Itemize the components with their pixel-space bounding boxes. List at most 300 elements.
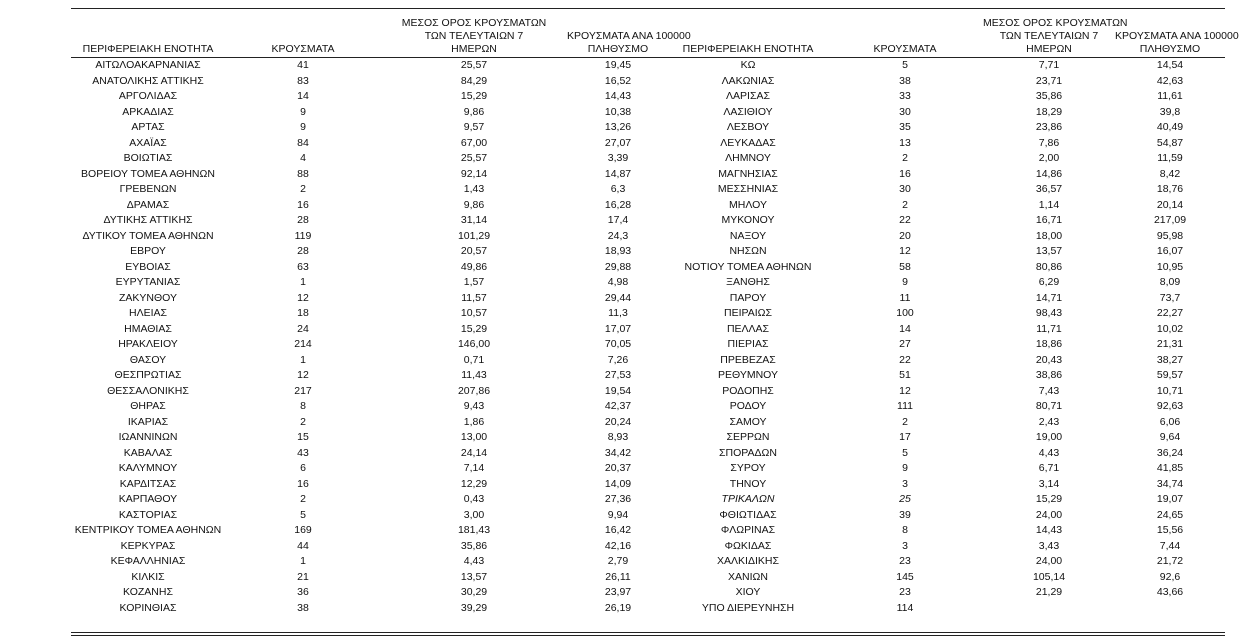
left-per100k-cell: 34,42 [604, 446, 632, 459]
right-avg7-cell: 21,29 [1035, 586, 1063, 598]
right-region-cell: ΝΟΤΙΟΥ ΤΟΜΕΑ ΑΘΗΝΩΝ [684, 260, 812, 273]
bottom-border-double [71, 635, 1225, 636]
right-cases-cell: 27 [899, 338, 911, 350]
left-region-cell: ΘΗΡΑΣ [130, 400, 166, 412]
right-avg7-cell: 80,86 [1035, 260, 1063, 273]
table-row [71, 120, 1225, 136]
left-per100k-cell: 16,28 [604, 198, 632, 211]
header-region-right: ΠΕΡΙΦΕΡΕΙΑΚΗ ΕΝΟΤΗΤΑ [669, 17, 827, 58]
left-cases-cell: 8 [300, 400, 306, 412]
left-per100k-cell: 19,54 [604, 384, 632, 397]
right-region-cell: ΠΕΙΡΑΙΩΣ [724, 307, 772, 319]
left-region-cell: ΚΕΝΤΡΙΚΟΥ ΤΟΜΕΑ ΑΘΗΝΩΝ [74, 524, 222, 536]
left-region-cell: ΚΕΦΑΛΛΗΝΙΑΣ [110, 555, 186, 567]
table-row [71, 260, 1225, 276]
left-per100k-cell: 29,88 [604, 260, 632, 273]
right-region-cell: ΜΕΣΣΗΝΙΑΣ [717, 183, 779, 195]
right-per100k-cell: 92,6 [1159, 570, 1181, 583]
right-region-cell: ΧΑΛΚΙΔΙΚΗΣ [717, 555, 779, 567]
left-region-cell: ΑΧΑΪΑΣ [129, 136, 167, 149]
left-cases-cell: 6 [300, 462, 306, 474]
right-region-cell: ΛΕΥΚΑΔΑΣ [720, 136, 776, 149]
right-per100k-cell: 15,56 [1156, 524, 1184, 536]
right-avg7-cell: 1,14 [1038, 198, 1060, 211]
left-avg7-cell: 84,29 [460, 74, 488, 87]
right-cases-cell: 2 [902, 198, 908, 211]
left-avg7-cell: 35,86 [460, 539, 488, 552]
table-row [71, 461, 1225, 477]
left-per100k-cell: 18,93 [604, 245, 632, 257]
right-cases-cell: 17 [899, 431, 911, 443]
table-row [71, 337, 1225, 353]
table-row [71, 182, 1225, 198]
left-cases-cell: 12 [297, 369, 309, 381]
left-per100k-cell: 26,19 [604, 601, 632, 614]
right-region-cell: ΣΠΟΡΑΔΩΝ [719, 446, 777, 459]
left-cases-cell: 88 [297, 167, 309, 180]
right-region-cell: ΛΕΣΒΟΥ [726, 121, 770, 133]
table-row [71, 291, 1225, 307]
left-region-cell: ΑΡΓΟΛΙΔΑΣ [118, 90, 178, 102]
right-cases-cell: 30 [899, 183, 911, 195]
right-cases-cell: 100 [896, 307, 914, 319]
right-per100k-cell: 11,59 [1157, 152, 1183, 164]
left-cases-cell: 36 [297, 586, 309, 598]
right-avg7-cell: 18,00 [1035, 229, 1063, 242]
left-avg7-cell: 1,86 [463, 415, 485, 428]
left-per100k-cell: 42,37 [604, 400, 632, 412]
left-per100k-cell: 23,97 [604, 586, 632, 598]
right-avg7-cell: 16,71 [1035, 214, 1063, 226]
table-row [71, 151, 1225, 167]
right-region-cell: ΜΗΛΟΥ [729, 198, 767, 211]
table-row [71, 275, 1225, 291]
table-row [71, 585, 1225, 601]
left-region-cell: ΚΑΛΥΜΝΟΥ [118, 462, 178, 474]
right-cases-cell: 5 [902, 59, 908, 71]
left-cases-cell: 43 [297, 446, 309, 459]
right-avg7-cell: 2,00 [1038, 152, 1060, 164]
header-per100k-left-line2: ΠΛΗΘΥΣΜΟ [587, 43, 649, 55]
right-avg7-cell: 98,43 [1035, 307, 1063, 319]
left-cases-cell: 16 [297, 477, 309, 490]
left-cases-cell: 21 [297, 570, 309, 583]
right-per100k-cell: 19,07 [1156, 493, 1184, 505]
header-cases-left: ΚΡΟΥΣΜΑΤΑ [225, 17, 381, 58]
right-region-cell: ΣΥΡΟΥ [730, 462, 766, 474]
right-per100k-cell: 95,98 [1156, 229, 1184, 242]
header-avg-left [381, 17, 567, 58]
right-region-cell: ΧΙΟΥ [735, 586, 761, 598]
left-per100k-cell: 2,79 [607, 555, 629, 567]
right-per100k-cell: 73,7 [1159, 291, 1181, 304]
left-region-cell: ΙΚΑΡΙΑΣ [127, 415, 169, 428]
right-per100k-cell: 6,06 [1159, 415, 1181, 428]
right-avg7-cell: 14,86 [1035, 167, 1063, 180]
left-cases-cell: 1 [300, 276, 306, 288]
header-row [71, 17, 1225, 58]
left-per100k-cell: 27,36 [604, 493, 632, 505]
table-row [71, 167, 1225, 183]
left-avg7-cell: 25,57 [460, 59, 488, 71]
right-region-cell: ΡΟΔΟΥ [729, 400, 767, 412]
left-region-cell: ΓΡΕΒΕΝΩΝ [119, 183, 177, 195]
left-region-cell: ΗΛΕΙΑΣ [128, 307, 167, 319]
right-cases-cell: 5 [902, 446, 908, 459]
left-per100k-cell: 6,3 [610, 183, 626, 195]
table-row [71, 213, 1225, 229]
right-per100k-cell: 11,61 [1157, 90, 1183, 102]
right-cases-cell: 58 [899, 260, 911, 273]
left-avg7-cell: 181,43 [457, 524, 491, 536]
table-row [71, 229, 1225, 245]
left-per100k-cell: 20,37 [604, 462, 632, 474]
left-region-cell: ΑΙΤΩΛΟΑΚΑΡΝΑΝΙΑΣ [95, 59, 201, 71]
header-per100k-right-line1: ΚΡΟΥΣΜΑΤΑ ΑΝΑ 100000 [1115, 30, 1239, 42]
left-region-cell: ΕΥΡΥΤΑΝΙΑΣ [115, 276, 181, 288]
left-region-cell: ΕΥΒΟΙΑΣ [125, 260, 171, 273]
table-row [71, 105, 1225, 121]
right-per100k-cell: 14,54 [1156, 59, 1184, 71]
header-avg-right-line2: ΤΩΝ ΤΕΛΕΥΤΑΙΩΝ 7 [999, 30, 1099, 42]
table-row [71, 415, 1225, 431]
table-row [71, 322, 1225, 338]
left-region-cell: ΗΜΑΘΙΑΣ [124, 322, 172, 335]
left-region-cell: ΚΑΣΤΟΡΙΑΣ [118, 508, 178, 521]
left-region-cell: ΕΒΡΟΥ [130, 245, 166, 257]
table-row [71, 74, 1225, 90]
table-row [71, 353, 1225, 369]
right-cases-cell: 145 [896, 570, 914, 583]
right-per100k-cell: 40,49 [1156, 121, 1184, 133]
right-per100k-cell: 42,63 [1156, 74, 1184, 87]
left-avg7-cell: 9,43 [463, 400, 485, 412]
right-cases-cell: 8 [902, 524, 908, 536]
left-region-cell: ΑΡΤΑΣ [131, 121, 165, 133]
top-border [71, 8, 1225, 9]
left-cases-cell: 16 [297, 198, 309, 211]
left-avg7-cell: 49,86 [460, 260, 488, 273]
right-avg7-cell: 24,00 [1035, 508, 1063, 521]
left-avg7-cell: 10,57 [460, 307, 488, 319]
right-cases-cell: 30 [899, 105, 911, 118]
left-per100k-cell: 4,98 [607, 276, 629, 288]
left-avg7-cell: 9,57 [463, 121, 485, 133]
right-avg7-cell: 36,57 [1035, 183, 1063, 195]
right-cases-cell: 23 [899, 555, 911, 567]
left-avg7-cell: 101,29 [457, 229, 491, 242]
left-cases-cell: 63 [297, 260, 309, 273]
right-per100k-cell: 36,24 [1156, 446, 1184, 459]
table-row [71, 136, 1225, 152]
left-per100k-cell: 42,16 [604, 539, 632, 552]
bottom-border [71, 632, 1225, 633]
left-region-cell: ΚΑΡΔΙΤΣΑΣ [119, 477, 177, 490]
left-avg7-cell: 11,43 [461, 369, 487, 381]
left-avg7-cell: 25,57 [460, 152, 488, 164]
left-region-cell: ΚΟΖΑΝΗΣ [123, 586, 173, 598]
right-avg7-cell: 18,86 [1035, 338, 1063, 350]
left-cases-cell: 214 [294, 338, 312, 350]
left-region-cell: ΙΩΑΝΝΙΝΩΝ [118, 431, 178, 443]
right-per100k-cell: 8,42 [1159, 167, 1181, 180]
right-cases-cell: 9 [902, 276, 908, 288]
right-region-cell: ΤΡΙΚΑΛΩΝ [721, 493, 775, 505]
left-avg7-cell: 9,86 [463, 198, 485, 211]
left-per100k-cell: 11,3 [608, 307, 628, 319]
right-per100k-cell: 54,87 [1156, 136, 1184, 149]
left-avg7-cell: 0,43 [463, 493, 485, 505]
right-avg7-cell [983, 601, 1115, 617]
left-cases-cell: 38 [297, 601, 309, 614]
left-per100k-cell: 14,09 [604, 477, 632, 490]
right-region-cell: ΦΘΙΩΤΙΔΑΣ [719, 508, 777, 521]
right-cases-cell: 38 [899, 74, 911, 87]
right-per100k-cell: 7,44 [1159, 539, 1181, 552]
left-per100k-cell: 3,39 [607, 152, 629, 164]
header-cases-right: ΚΡΟΥΣΜΑΤΑ [827, 17, 983, 58]
right-cases-cell: 114 [896, 601, 914, 614]
left-cases-cell: 12 [297, 291, 309, 304]
table-row [71, 539, 1225, 555]
right-cases-cell: 3 [902, 539, 908, 552]
right-avg7-cell: 14,43 [1035, 524, 1063, 536]
right-cases-cell: 22 [899, 353, 911, 366]
left-avg7-cell: 13,00 [460, 431, 488, 443]
left-per100k-cell: 7,26 [607, 353, 629, 366]
left-region-cell: ΔΡΑΜΑΣ [126, 198, 170, 211]
left-per100k-cell: 13,26 [604, 121, 632, 133]
left-per100k-cell: 26,11 [605, 570, 631, 583]
header-avg-right-line1: ΜΕΣΟΣ ΟΡΟΣ ΚΡΟΥΣΜΑΤΩΝ [983, 17, 1128, 29]
left-cases-cell: 2 [300, 493, 306, 505]
left-region-cell: ΘΑΣΟΥ [129, 353, 167, 366]
left-avg7-cell: 31,14 [460, 214, 488, 226]
left-cases-cell: 169 [294, 524, 312, 536]
left-cases-cell: 217 [294, 384, 312, 397]
right-region-cell: ΥΠΟ ΔΙΕΡΕΥΝΗΣΗ [701, 601, 795, 614]
left-cases-cell: 1 [300, 555, 306, 567]
left-region-cell: ΚΙΛΚΙΣ [131, 570, 165, 583]
left-per100k-cell: 14,43 [604, 90, 632, 102]
right-per100k-cell: 16,07 [1156, 245, 1184, 257]
left-cases-cell: 9 [300, 121, 306, 133]
right-avg7-cell: 23,86 [1035, 121, 1063, 133]
right-cases-cell: 25 [899, 493, 911, 505]
table-row [71, 523, 1225, 539]
right-avg7-cell: 2,43 [1038, 415, 1060, 428]
left-avg7-cell: 15,29 [460, 90, 488, 102]
right-region-cell: ΣΑΜΟΥ [729, 415, 767, 428]
left-per100k-cell: 17,4 [607, 214, 629, 226]
left-region-cell: ΚΕΡΚΥΡΑΣ [120, 539, 176, 552]
right-cases-cell: 13 [899, 136, 911, 149]
left-avg7-cell: 1,43 [463, 183, 485, 195]
right-region-cell: ΜΥΚΟΝΟΥ [721, 214, 775, 226]
table-row [71, 399, 1225, 415]
left-per100k-cell: 14,87 [604, 167, 632, 180]
right-per100k-cell: 92,63 [1156, 400, 1184, 412]
right-cases-cell: 14 [899, 322, 911, 335]
left-cases-cell: 28 [297, 245, 309, 257]
right-cases-cell: 35 [899, 121, 911, 133]
left-region-cell: ΑΝΑΤΟΛΙΚΗΣ ΑΤΤΙΚΗΣ [92, 74, 204, 87]
right-cases-cell: 51 [899, 369, 911, 381]
left-region-cell: ΗΡΑΚΛΕΙΟΥ [118, 338, 178, 350]
left-region-cell: ΚΟΡΙΝΘΙΑΣ [119, 601, 177, 614]
right-per100k-cell: 39,8 [1159, 105, 1181, 118]
right-avg7-cell: 7,86 [1038, 136, 1060, 149]
left-region-cell: ΘΕΣΣΑΛΟΝΙΚΗΣ [107, 384, 189, 397]
right-avg7-cell: 24,00 [1035, 555, 1063, 567]
right-avg7-cell: 6,71 [1038, 462, 1060, 474]
left-region-cell: ΒΟΙΩΤΙΑΣ [123, 152, 173, 164]
right-region-cell: ΜΑΓΝΗΣΙΑΣ [718, 167, 778, 180]
left-avg7-cell: 30,29 [460, 586, 488, 598]
table-row [71, 244, 1225, 260]
left-avg7-cell: 146,00 [457, 338, 491, 350]
right-per100k-cell: 217,09 [1153, 214, 1187, 226]
left-cases-cell: 41 [297, 59, 309, 71]
right-region-cell: ΦΩΚΙΔΑΣ [724, 539, 772, 552]
right-per100k-cell: 10,71 [1156, 384, 1184, 397]
left-per100k-cell: 27,07 [604, 136, 632, 149]
right-region-cell: ΛΑΣΙΘΙΟΥ [723, 105, 773, 118]
right-region-cell: ΚΩ [740, 59, 756, 71]
right-cases-cell: 11 [899, 291, 911, 304]
left-cases-cell: 84 [297, 136, 309, 149]
table-body [71, 58, 1225, 617]
right-per100k-cell: 18,76 [1156, 183, 1184, 195]
left-cases-cell: 119 [294, 229, 312, 242]
right-per100k-cell: 43,66 [1156, 586, 1184, 598]
right-region-cell: ΦΛΩΡΙΝΑΣ [720, 524, 776, 536]
right-cases-cell: 33 [899, 90, 911, 102]
header-avg-left-line2: ΤΩΝ ΤΕΛΕΥΤΑΙΩΝ 7 [424, 30, 524, 42]
right-cases-cell: 22 [899, 214, 911, 226]
header-per100k-right [1115, 17, 1239, 58]
right-per100k-cell [1115, 601, 1225, 617]
right-per100k-cell: 41,85 [1156, 462, 1184, 474]
right-cases-cell: 9 [902, 462, 908, 474]
left-per100k-cell: 27,53 [604, 369, 632, 381]
right-region-cell: ΣΕΡΡΩΝ [726, 431, 770, 443]
right-region-cell: ΤΗΝΟΥ [729, 477, 767, 490]
right-per100k-cell: 34,74 [1156, 477, 1184, 490]
header-per100k-left-line1: ΚΡΟΥΣΜΑΤΑ ΑΝΑ 100000 [567, 30, 691, 42]
right-region-cell: ΛΗΜΝΟΥ [725, 152, 771, 164]
left-region-cell: ΘΕΣΠΡΩΤΙΑΣ [114, 369, 182, 381]
left-avg7-cell: 12,29 [460, 477, 488, 490]
left-avg7-cell: 24,14 [460, 446, 488, 459]
right-avg7-cell: 38,86 [1035, 369, 1063, 381]
left-avg7-cell: 13,57 [460, 570, 488, 583]
left-avg7-cell: 3,00 [463, 508, 485, 521]
right-region-cell: ΡΟΔΟΠΗΣ [722, 384, 774, 397]
left-per100k-cell: 17,07 [604, 322, 632, 335]
left-avg7-cell: 9,86 [463, 105, 485, 118]
left-avg7-cell: 67,00 [460, 136, 488, 149]
right-region-cell: ΝΗΣΩΝ [729, 245, 767, 257]
table-row [71, 446, 1225, 462]
right-region-cell: ΠΕΛΛΑΣ [726, 322, 770, 335]
right-cases-cell: 16 [899, 167, 911, 180]
right-cases-cell: 2 [902, 415, 908, 428]
left-cases-cell: 2 [300, 183, 306, 195]
table-row [71, 477, 1225, 493]
left-avg7-cell: 1,57 [463, 276, 485, 288]
table-row [71, 58, 1225, 74]
left-avg7-cell: 15,29 [460, 322, 488, 335]
right-avg7-cell: 4,43 [1038, 446, 1060, 459]
right-avg7-cell: 6,29 [1038, 276, 1060, 288]
table-row [71, 368, 1225, 384]
table-row [71, 492, 1225, 508]
right-avg7-cell: 23,71 [1035, 74, 1063, 87]
header-avg-left-line1: ΜΕΣΟΣ ΟΡΟΣ ΚΡΟΥΣΜΑΤΩΝ [401, 17, 547, 29]
right-cases-cell: 20 [899, 229, 911, 242]
left-per100k-cell: 19,45 [604, 59, 632, 71]
right-per100k-cell: 10,02 [1156, 322, 1184, 335]
right-avg7-cell: 35,86 [1035, 90, 1063, 102]
left-cases-cell: 28 [297, 214, 309, 226]
left-cases-cell: 83 [297, 74, 309, 87]
right-region-cell: ΧΑΝΙΩΝ [728, 570, 768, 583]
right-per100k-cell: 10,95 [1156, 260, 1184, 273]
right-region-cell: ΞΑΝΘΗΣ [726, 276, 770, 288]
right-per100k-cell: 22,27 [1156, 307, 1184, 319]
left-per100k-cell: 20,24 [604, 415, 632, 428]
right-per100k-cell: 24,65 [1156, 508, 1184, 521]
header-avg-left-line3: ΗΜΕΡΩΝ [451, 43, 497, 55]
right-region-cell: ΠΑΡΟΥ [729, 291, 767, 304]
right-cases-cell: 3 [902, 477, 908, 490]
left-avg7-cell: 0,71 [463, 353, 485, 366]
left-region-cell: ΑΡΚΑΔΙΑΣ [122, 105, 174, 118]
table-row [71, 384, 1225, 400]
right-per100k-cell: 21,72 [1156, 555, 1184, 567]
right-region-cell: ΠΡΕΒΕΖΑΣ [720, 353, 776, 366]
left-cases-cell: 5 [300, 508, 306, 521]
left-avg7-cell: 11,57 [461, 291, 487, 304]
left-per100k-cell: 16,42 [604, 524, 632, 536]
right-cases-cell: 2 [902, 152, 908, 164]
left-per100k-cell: 29,44 [604, 291, 632, 304]
right-avg7-cell: 11,71 [1036, 322, 1062, 335]
left-region-cell: ΔΥΤΙΚΗΣ ΑΤΤΙΚΗΣ [103, 214, 193, 226]
left-region-cell: ΖΑΚΥΝΘΟΥ [118, 291, 177, 304]
left-per100k-cell: 70,05 [604, 338, 632, 350]
table-row [71, 430, 1225, 446]
header-per100k-left [567, 17, 691, 58]
left-per100k-cell: 24,3 [607, 229, 629, 242]
right-avg7-cell: 3,43 [1038, 539, 1060, 552]
right-region-cell: ΝΑΞΟΥ [729, 229, 767, 242]
left-cases-cell: 4 [300, 152, 306, 164]
right-avg7-cell: 20,43 [1035, 353, 1063, 366]
right-avg7-cell: 7,43 [1038, 384, 1060, 397]
left-per100k-cell: 16,52 [604, 74, 632, 87]
right-avg7-cell: 3,14 [1038, 477, 1060, 490]
header-avg-right [983, 17, 1128, 58]
left-avg7-cell: 4,43 [463, 555, 485, 567]
left-per100k-cell: 9,94 [607, 508, 629, 521]
right-cases-cell: 12 [899, 384, 911, 397]
cases-table [71, 17, 1239, 616]
right-per100k-cell: 8,09 [1159, 276, 1181, 288]
right-cases-cell: 39 [899, 508, 911, 521]
header-per100k-right-line2: ΠΛΗΘΥΣΜΟ [1139, 43, 1201, 55]
